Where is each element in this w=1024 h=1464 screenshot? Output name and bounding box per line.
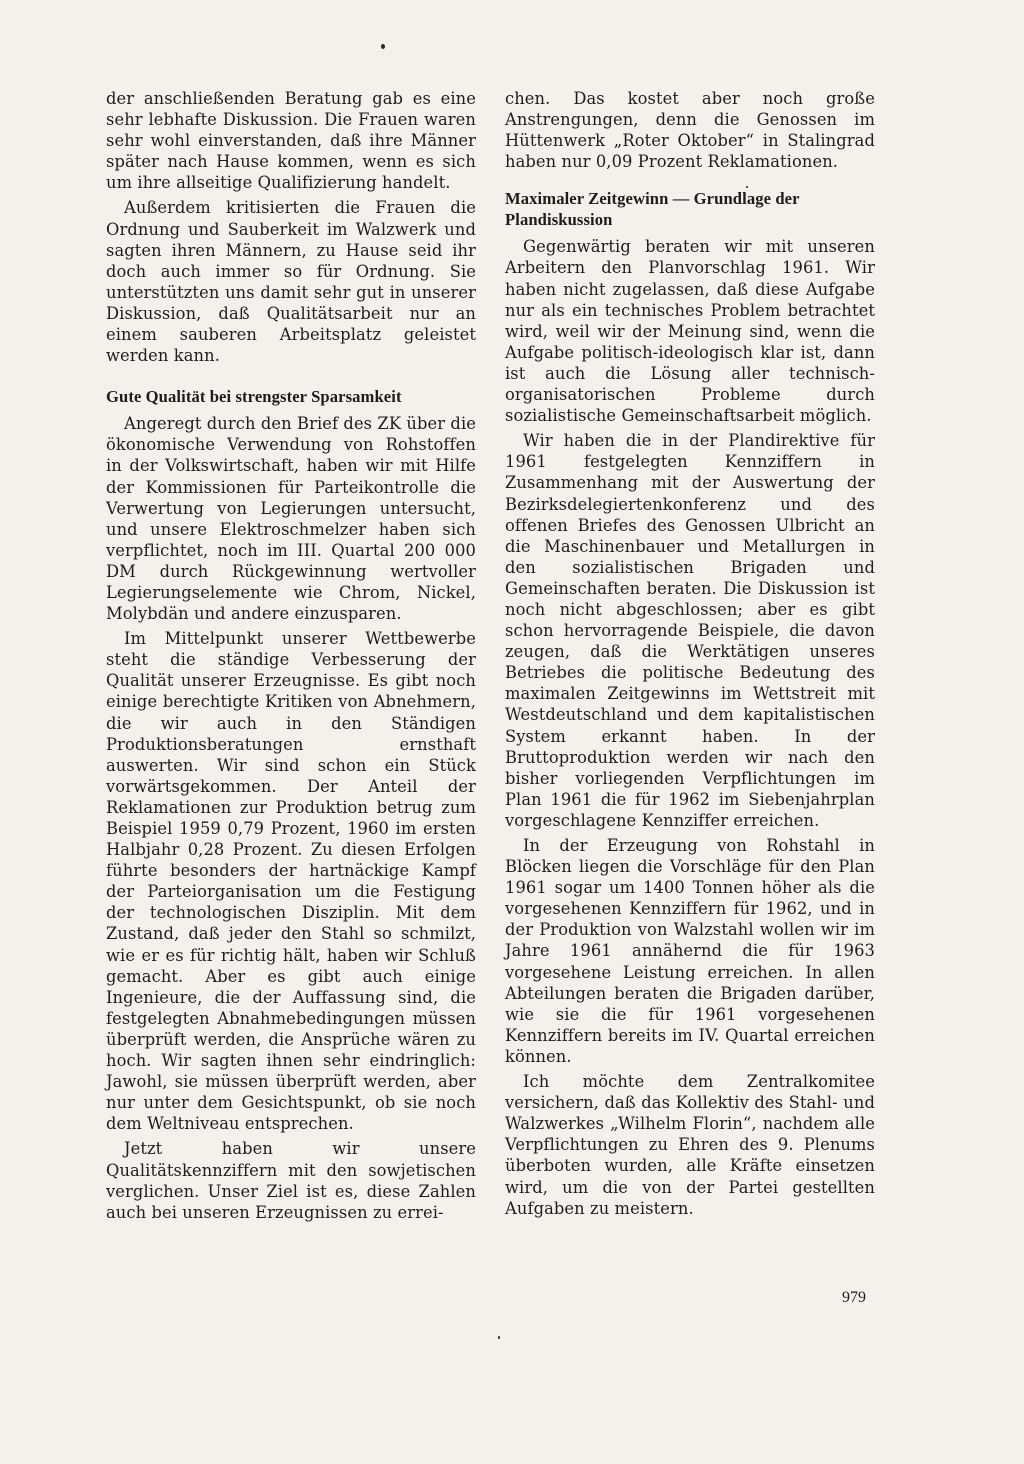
paragraph: Gegenwärtig beraten wir mit unseren Arbeitern den Planvorschlag 1961. Wir haben nicht zugelassen, daß diese Aufgabe nur als ein technisches Problem betrachtet wird, weil wir der Meinung sind, wenn die Aufgabe politisch-ideologisch klar ist, dann ist auch die Lösung aller technisch-organisatorischen Probleme durch sozialistische Gemeinschaftsarbeit möglich. [505,237,875,426]
right-column [505,88,875,1219]
paragraph: Angeregt durch den Brief des ZK über die ökonomische Verwendung von Rohstoffen in der Volkswirtschaft, haben wir mit Hilfe der Kommissionen für Parteikontrolle die Verwertung von Legierungen untersucht, und unsere Elektroschmelzer haben sich verpflichtet, noch im III. Quartal 200 000 DM durch Rückgewinnung wertvoller Legierungselemente wie Chrom, Nickel, Molybdän und andere einzusparen. [106,414,476,624]
print-speck [381,44,385,49]
paragraph: der anschließenden Beratung gab es eine sehr lebhafte Diskussion. Die Frauen waren sehr wohl einverstanden, daß ihre Männer später nach Hause kommen, wenn es sich um ihre allseitige Qualifizierung handelt. [106,89,476,193]
paragraph: chen. Das kostet aber noch große Anstrengungen, denn die Genossen im Hüttenwerk „Roter Oktober“ in Stalingrad haben nur 0,09 Prozent Reklamationen. [505,89,875,172]
paragraph: Wir haben die in der Plandirektive für 1961 festgelegten Kennziffern in Zusammenhang mit der Auswertung der Bezirksdelegiertenkonferenz und des offenen Briefes des Genossen Ulbricht an die Maschinenbauer und Metallurgen in den sozialistischen Brigaden und Gemeinschaften beraten. Die Diskussion ist noch nicht abgeschlossen; aber es gibt schon hervorragende Beispiele, die davon zeugen, daß die Werktätigen unseres Betriebes die politische Bedeutung des maximalen Zeitgewinns im Wettstreit mit Westdeutschland und dem kapitalistischen System erkannt haben. In der Bruttoproduktion werden wir nach den bisher vorliegenden Verpflichtungen im Plan 1961 die für 1962 im Siebenjahrplan vorgeschlagene Kennziffer erreichen. [505,431,875,830]
paragraph: In der Erzeugung von Rohstahl in Blöcken liegen die Vorschläge für den Plan 1961 sogar um 1400 Tonnen höher als die vorgesehenen Kennziffern für 1962, und in der Produktion von Walzstahl wollen wir im Jahre 1961 annähernd die für 1963 vorgesehene Leistung erreichen. In allen Abteilungen beraten die Brigaden darüber, wie sie die für 1961 vorgesehenen Kennziffern bereits im IV. Quartal erreichen können. [505,836,875,1066]
paragraph: Außerdem kritisierten die Frauen die Ordnung und Sauberkeit im Walzwerk und sagten ihren Männern, zu Hause seid ihr doch auch immer so für Ordnung. Sie unterstützten uns damit sehr gut in unserer Diskussion, daß Qualitätsarbeit nur an einem sauberen Arbeitsplatz geleistet werden kann. [106,198,476,366]
print-speck [746,186,748,188]
left-column [106,88,476,1223]
paragraph: Im Mittelpunkt unserer Wettbewerbe steht die ständige Verbesserung der Qualität unserer Erzeugnisse. Es gibt noch einige berechtigte Kritiken von Abnehmern, die wir auch in den Ständigen Produktionsberatungen ernsthaft auswerten. Wir sind schon ein Stück vorwärtsgekommen. Der Anteil der Reklamationen zur Produktion betrug zum Beispiel 1959 0,79 Prozent, 1960 im ersten Halbjahr 0,28 Prozent. Zu diesen Erfolgen führte besonders der hartnäckige Kampf der Parteiorganisation um die Festigung der technologischen Disziplin. Mit dem Zustand, daß jeder den Stahl so schmilzt, wie er es für richtig hält, haben wir Schluß gemacht. Aber es gibt auch einige Ingenieure, die der Auffassung sind, die festgelegten Abnahmebedingungen müssen überprüft werden, die Ansprüche wären zu hoch. Wir sagten ihnen sehr eindringlich: Jawohl, sie müssen überprüft werden, aber nur unter dem Gesichtspunkt, ob sie noch dem Weltniveau entsprechen. [106,629,476,1134]
page-number: 979 [842,1289,866,1306]
paragraph: Ich möchte dem Zentralkomitee versichern, daß das Kollektiv des Stahl- und Walzwerkes „Wilhelm Florin“, nachdem alle Verpflichtungen zu Ehren des 9. Plenums überboten wurden, alle Kräfte einsetzen wird, um die von der Partei gestellten Aufgaben zu meistern. [505,1072,875,1218]
paragraph: Jetzt haben wir unsere Qualitätskennziffern mit den sowjetischen verglichen. Unser Ziel ist es, diese Zahlen auch bei unseren Erzeugnissen zu errei- [106,1139,476,1222]
section-heading: Maximaler Zeitgewinn — Grundlage der Plandiskussion [505,189,800,230]
section-heading: Gute Qualität bei strengster Sparsamkeit [106,387,402,407]
print-speck [498,1336,500,1339]
